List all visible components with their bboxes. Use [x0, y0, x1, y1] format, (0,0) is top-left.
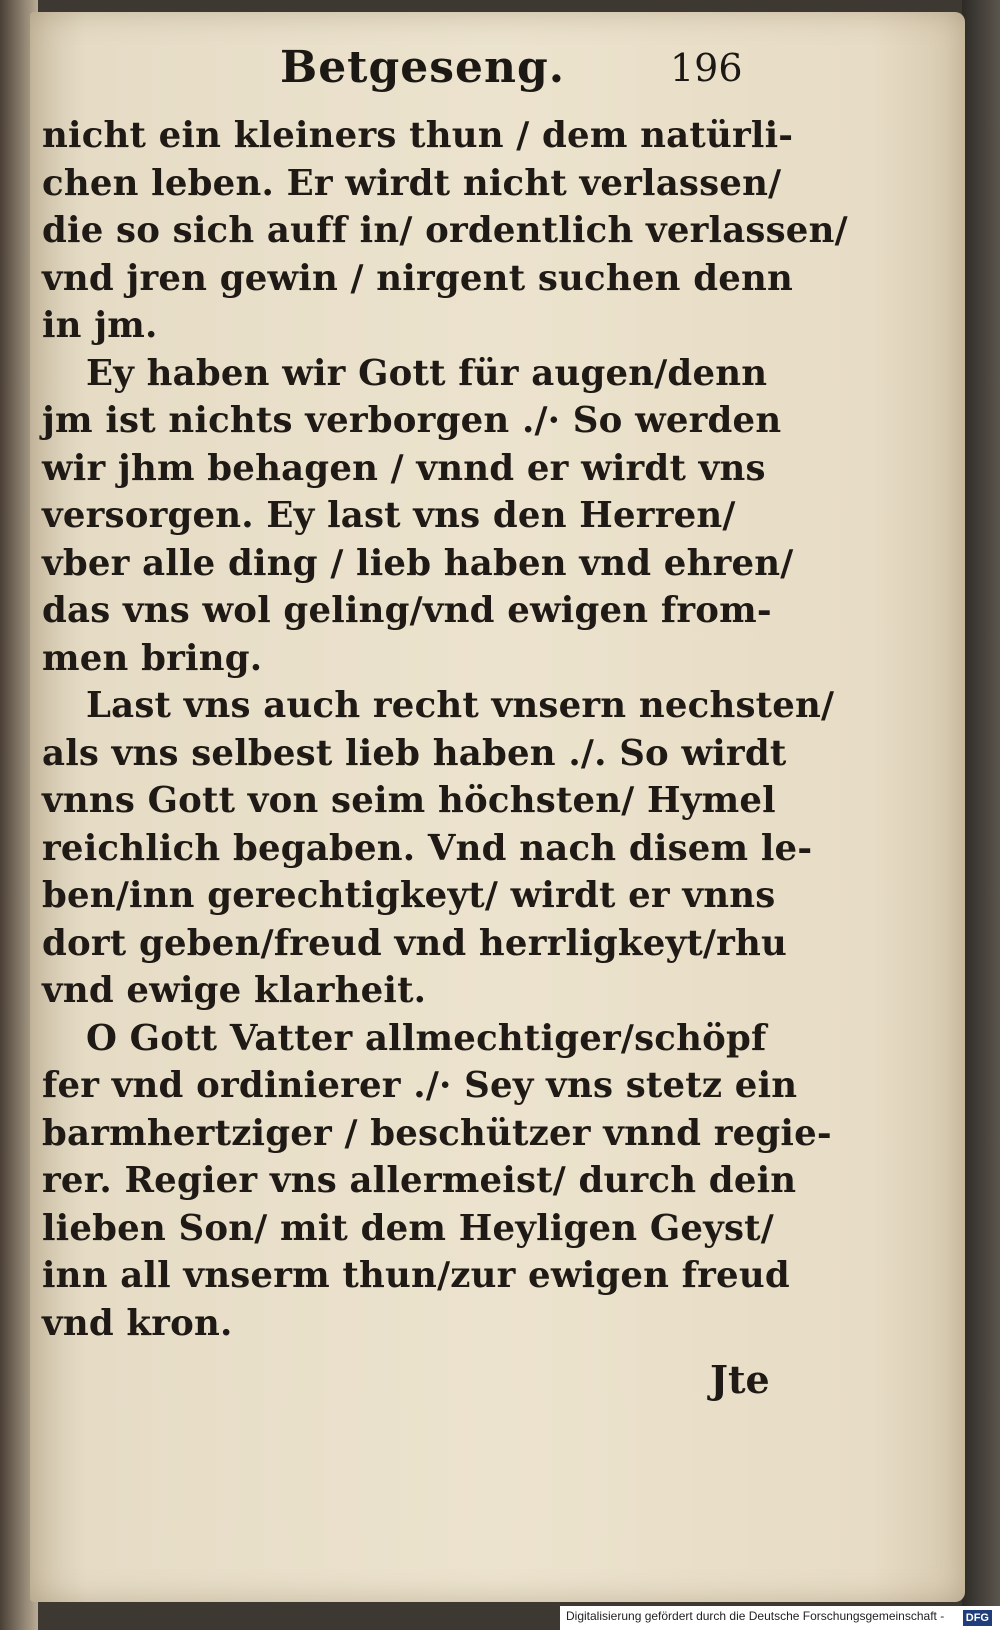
- text-line: versorgen. Ey last vns den Herren/: [42, 495, 736, 536]
- page-header: [30, 42, 965, 112]
- text-block: [42, 112, 848, 1347]
- text-line: ben/inn gerechtigkeyt/ wirdt er vnns: [42, 875, 776, 916]
- text-line: reichlich begaben. Vnd nach disem le-: [42, 827, 813, 869]
- text-line: nicht ein kleiners thun / dem natürli-: [42, 115, 794, 156]
- paragraph-start-line: O Gott Vatter allmechtiger/schöpf: [86, 1017, 767, 1059]
- text-line: das vns wol geling/vnd ewigen from-: [42, 590, 772, 631]
- text-line: rer. Regier vns allermeist/ durch dein: [42, 1160, 797, 1201]
- text-line: fer vnd ordinierer ./· Sey vns stetz ein: [42, 1065, 798, 1106]
- text-line: barmhertziger / beschützer vnnd regie-: [42, 1112, 832, 1154]
- digitization-credit: Digitalisierung gefördert durch die Deutsche Forschungsgemeinschaft -: [566, 1609, 945, 1623]
- text-line: chen leben. Er wirdt nicht verlassen/: [42, 162, 782, 204]
- paragraph-start-line: Last vns auch recht vnsern nechsten/: [86, 685, 835, 726]
- page-number: 196: [670, 46, 743, 90]
- text-line: wir jhm behagen / vnnd er wirdt vns: [42, 447, 766, 489]
- text-line: als vns selbest lieb haben ./. So wirdt: [42, 732, 787, 774]
- digitization-credit-bar: [560, 1606, 1000, 1630]
- book-page: [30, 12, 965, 1602]
- text-line: vber alle ding / lieb haben vnd ehren/: [42, 542, 794, 584]
- catchword: Jte: [710, 1357, 770, 1402]
- text-line: inn all vnserm thun/zur ewigen freud: [42, 1255, 790, 1296]
- text-line: vnd ewige klarheit.: [42, 970, 427, 1011]
- scan-background-edge: [962, 0, 1000, 1630]
- text-line: vnns Gott von seim höchsten/ Hymel: [42, 780, 776, 821]
- text-line: dort geben/freud vnd herrligkeyt/rhu: [42, 922, 788, 964]
- text-line: vnd kron.: [42, 1302, 233, 1344]
- running-head: Betgeseng.: [280, 42, 566, 93]
- text-line: lieben Son/ mit dem Heyligen Geyst/: [42, 1207, 774, 1249]
- text-line: die so sich auff in/ ordentlich verlassen/: [42, 210, 848, 251]
- text-line: jm ist nichts verborgen ./· So werden: [42, 400, 782, 441]
- dfg-logo-icon: DFG: [963, 1610, 992, 1626]
- paragraph-start-line: Ey haben wir Gott für augen/denn: [86, 352, 768, 394]
- text-line: vnd jren gewin / nirgent suchen denn: [42, 257, 794, 299]
- text-line: in jm.: [42, 305, 158, 346]
- text-line: men bring.: [42, 637, 263, 679]
